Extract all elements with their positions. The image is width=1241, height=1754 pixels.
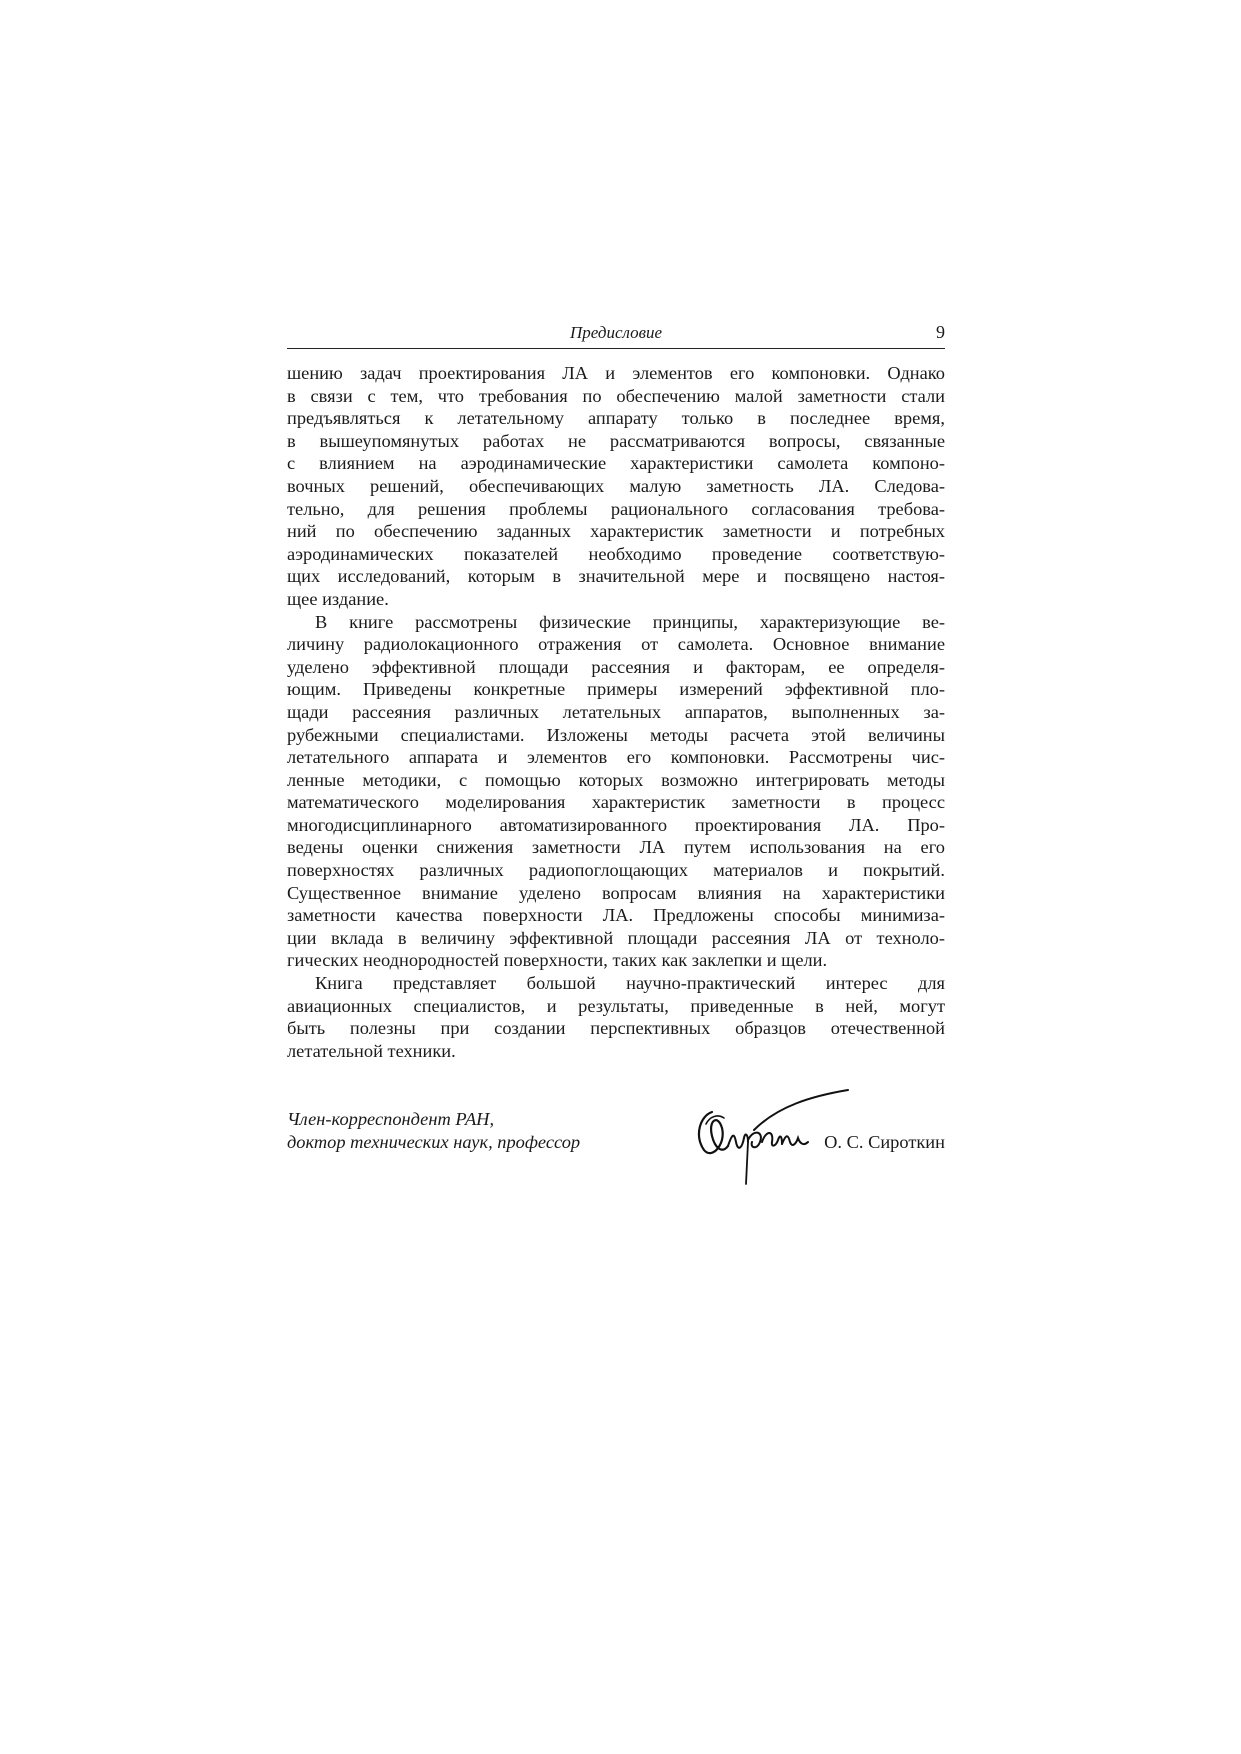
- text-line: ленные методики, с помощью которых возможно интегрировать методы: [287, 769, 945, 790]
- text-line: шению задач проектирования ЛА и элементов его компоновки. Однако: [287, 363, 945, 383]
- paragraph-continuation: [287, 362, 945, 611]
- text-line: уделено эффективной площади рассеяния и факторам, ее определя-: [287, 656, 945, 677]
- running-title: Предисловие: [569, 323, 663, 342]
- text-line: в вышеупомянутых работах не рассматриваются вопросы, связанные: [287, 430, 945, 451]
- text-line: многодисциплинарного автоматизированного проектирования ЛА. Про-: [287, 814, 945, 835]
- text-line: с влиянием на аэродинамические характеристики самолета компоно-: [287, 453, 945, 474]
- text-line: гических неоднородностей поверхности, таких как заклепки и щели.: [287, 950, 828, 971]
- text-line: Книга представляет большой научно-практический интерес для: [315, 973, 945, 994]
- text-line: ний по обеспечению заданных характеристик заметности и потребных: [287, 521, 945, 542]
- text-line: авиационных специалистов, и результаты, приведенные в ней, могут: [287, 995, 945, 1016]
- text-line: ции вклада в величину эффективной площади рассеяния ЛА от техноло-: [287, 927, 945, 948]
- text-line: тельно, для решения проблемы рационального согласования требова-: [287, 498, 945, 519]
- text-line: в связи с тем, что требования по обеспечению малой заметности стали: [287, 385, 945, 406]
- text-line: предъявляться к летательному аппарату только в последнее время,: [287, 408, 945, 429]
- body-text: [287, 362, 945, 1062]
- text-line: рубежными специалистами. Изложены методы расчета этой величины: [287, 724, 945, 745]
- text-line: летательной техники.: [287, 1040, 456, 1061]
- signer-title-line1: Член-корреспондент РАН,: [287, 1109, 495, 1129]
- text-line: В книге рассмотрены физические принципы, характеризующие ве-: [315, 611, 945, 632]
- text-line: поверхностях различных радиопоглощающих материалов и покрытий.: [287, 860, 945, 881]
- paragraph-book-contents: [287, 611, 945, 973]
- text-line: вочных решений, обеспечивающих малую заметность ЛА. Следова-: [287, 475, 945, 496]
- page-number: 9: [936, 322, 945, 342]
- text-line: летательного аппарата и элементов его компоновки. Рассмотрены чис-: [287, 747, 945, 768]
- signer-title: [287, 1108, 580, 1154]
- text-line: аэродинамических показателей необходимо проведение соответствую-: [287, 543, 945, 564]
- text-line: личину радиолокационного отражения от самолета. Основное внимание: [287, 634, 945, 655]
- page-header: [287, 322, 945, 349]
- text-line: математического моделирования характеристик заметности в процесс: [287, 792, 945, 813]
- signer-name: О. С. Сироткин: [824, 1132, 945, 1152]
- text-line: щее издание.: [287, 588, 389, 609]
- text-line: щади рассеяния различных летательных аппаратов, выполненных за-: [287, 701, 945, 722]
- signature-block: [287, 1108, 945, 1198]
- text-line: Существенное внимание уделено вопросам влияния на характеристики: [287, 882, 945, 903]
- text-line: ющим. Приведены конкретные примеры измерений эффективной пло-: [287, 679, 945, 700]
- text-line: ведены оценки снижения заметности ЛА путем использования на его: [287, 837, 945, 858]
- paragraph-book-interest: [287, 972, 945, 1062]
- text-line: быть полезны при создании перспективных образцов отечественной: [287, 1018, 945, 1039]
- text-line: заметности качества поверхности ЛА. Предложены способы минимиза-: [287, 905, 945, 926]
- text-line: щих исследований, которым в значительной мере и посвящено настоя-: [287, 566, 945, 587]
- signer-title-line2: доктор технических наук, профессор: [287, 1132, 581, 1152]
